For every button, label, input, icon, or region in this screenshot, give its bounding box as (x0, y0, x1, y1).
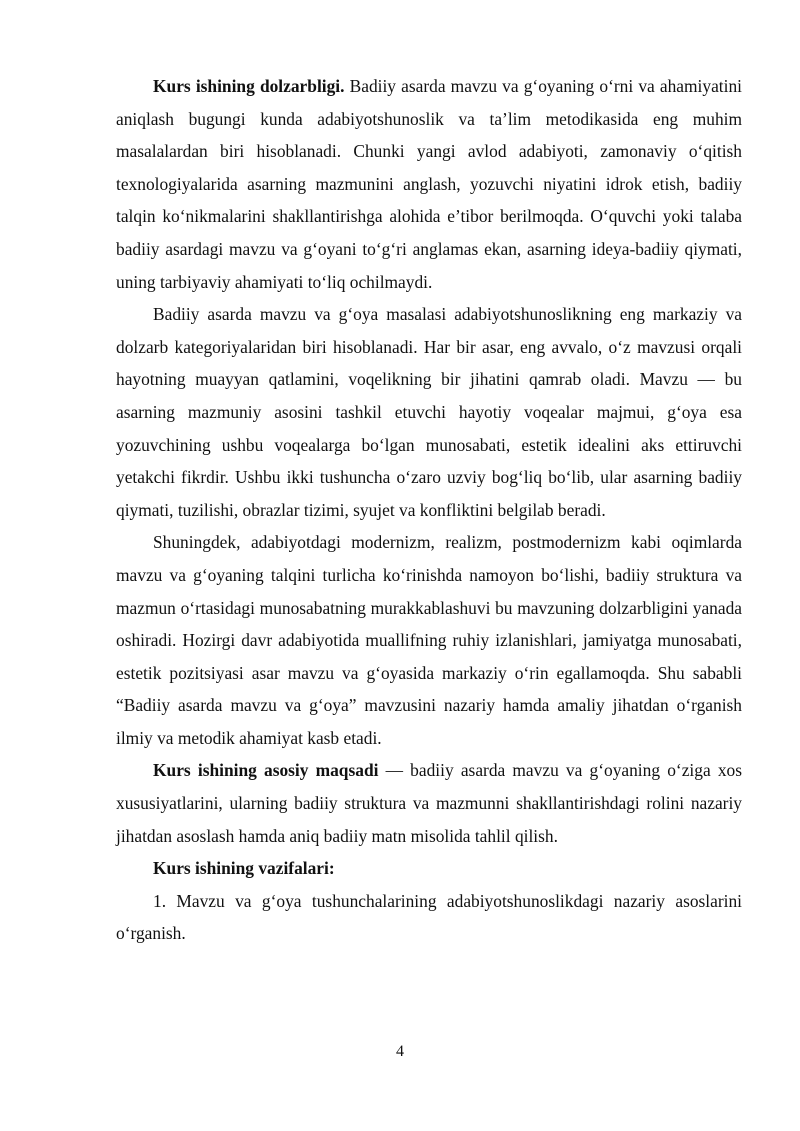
document-page (116, 70, 742, 950)
paragraph-literary-movements (116, 526, 742, 754)
page-number: 4 (396, 1043, 404, 1060)
paragraph-main-goal (116, 754, 742, 852)
paragraph-text: 1. Mavzu va g‘oya tushunchalarining adabiyotshunoslikdagi nazariy asoslarini o‘rganish. (116, 890, 742, 944)
paragraph-lead: Kurs ishining dolzarbligi. (153, 76, 345, 96)
paragraph-task-1 (116, 885, 742, 950)
paragraph-text: Shuningdek, adabiyotdagi modernizm, realizm, postmodernizm kabi oqimlarda mavzu va g‘oyaning talqini turlicha ko‘rinishda namoyon bo‘lishi, badiiy struktura va mazmun o‘rtasidagi munosabatning murakkablashuvi bu mavzuning dolzarbligini yanada oshiradi. Hozirgi davr adabiyotida muallifning ruhiy izlanishlari, jamiyatga munosabati, estetik pozitsiyasi asar mavzu va g‘oyasida markaziy o‘rin egallamoqda. Shu sababli “Badiiy asarda mavzu va g‘oya” mavzusini nazariy hamda amaliy jihatdan o‘rganish ilmiy va metodik ahamiyat kasb etadi. (116, 532, 742, 748)
paragraph-relevance (116, 70, 742, 298)
paragraph-lead: Kurs ishining vazifalari: (153, 858, 335, 879)
paragraph-text: — badiiy asarda mavzu va g‘oyaning o‘ziga xos xususiyatlarini, ularning badiiy struktura va mazmunni shakllantirishdagi rolini nazariy jihatdan asoslash hamda aniq badiiy matn misolida tahlil qilish. (116, 760, 742, 846)
paragraph-text: Badiiy asarda mavzu va g‘oyaning o‘rni va ahamiyatini aniqlash bugungi kunda adabiyotshunoslik va ta’lim metodikasida eng muhim masalalardan biri hisoblanadi. Chunki yangi avlod adabiyoti, zamonaviy o‘qitish texnologiyalarida asarning mazmunini anglash, yozuvchi niyatini idrok etish, badiiy talqin ko‘nikmalarini shakllantirishga alohida e’tibor berilmoqda. O‘quvchi yoki talaba badiiy asardagi mavzu va g‘oyani to‘g‘ri anglamas ekan, asarning ideya-badiiy qiymati, uning tarbiyaviy ahamiyati to‘liq ochilmaydi. (116, 76, 742, 292)
paragraph-lead: Kurs ishining asosiy maqsadi (153, 760, 379, 781)
paragraph-text: Badiiy asarda mavzu va g‘oya masalasi adabiyotshunoslikning eng markaziy va dolzarb kategoriyalaridan biri hisoblanadi. Har bir asar, eng avvalo, o‘z mavzusi orqali hayotning muayyan qatlamini, voqelikning bir jihatini qamrab oladi. Mavzu — bu asarning mazmuniy asosini tashkil etuvchi hayotiy voqealar majmui, g‘oya esa yozuvchining ushbu voqealarga bo‘lgan munosabati, estetik idealini aks ettiruvchi yetakchi fikrdir. Ushbu ikki tushuncha o‘zaro uzviy bog‘liq bo‘lib, ular asarning badiiy qiymati, tuzilishi, obrazlar tizimi, syujet va konfliktini belgilab beradi. (116, 304, 742, 520)
paragraph-tasks-heading (116, 852, 742, 885)
paragraph-theme-idea (116, 298, 742, 526)
